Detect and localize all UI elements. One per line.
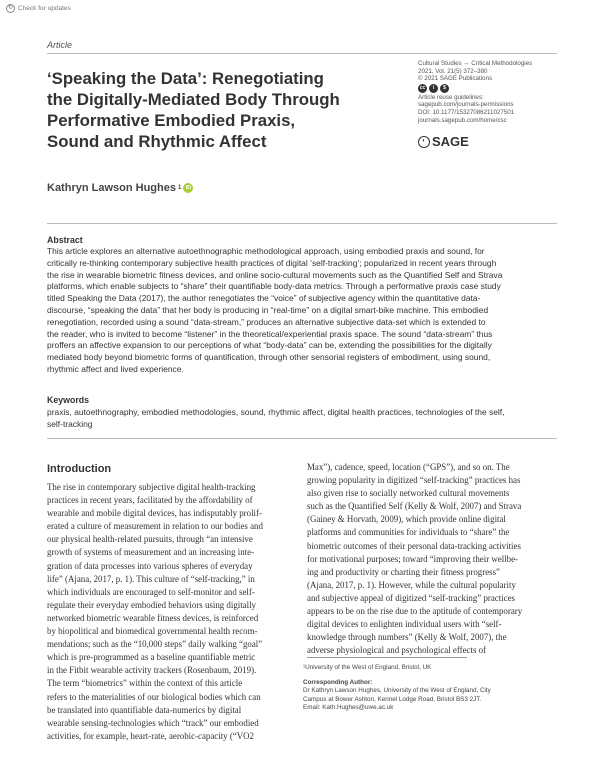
permissions-link[interactable]: sagepub.com/journals-permissions xyxy=(418,101,514,109)
publisher-logo xyxy=(418,134,469,149)
affiliation-mark: 1 xyxy=(177,185,182,191)
abstract-line: This article explores an alternative autoethnographic methodological approach, using embodied praxis and sound, for xyxy=(47,246,485,256)
abstract-line: proffers an affective expansion to our perceptions of what “body-data” can be, extending the possibilities for the digitally xyxy=(47,340,492,351)
abstract-line: discourse, “speaking the data” that her body is producing in “real-time” on a digital smart-bike machine. This embodied xyxy=(47,304,489,315)
body-line: mendations; such as the “10,000 steps” daily walking “goal” xyxy=(47,639,263,650)
creative-commons-icon xyxy=(418,84,449,93)
reuse-guidelines: Article reuse guidelines: xyxy=(418,93,484,101)
abstract-line: the reader, who is invited to become “listener” in the theoretical/experiential praxis space. The sound “data-stream” thus xyxy=(47,328,493,339)
abstract-line: titled Speaking the Data (2017), the author renegotiates the “voice” of subjective agency within the quantitative data- xyxy=(47,293,481,304)
body-line: such as the Quantified Self (Kelly & Wolf, 2007) and Strava xyxy=(307,501,522,512)
body-column-left xyxy=(47,481,297,743)
sage-circle-icon: ◐ xyxy=(418,136,430,148)
body-line: in the Fitbit wearable activity trackers (Rosenbaum, 2019). xyxy=(47,665,257,676)
footnote xyxy=(303,664,563,713)
corresponding-author-heading: Corresponding Author: xyxy=(303,678,373,686)
body-line: growth of systems of measurement and an increasing inte- xyxy=(47,547,255,558)
abstract-top-divider xyxy=(47,223,557,224)
abstract-line: renegotiation, recorded using a sound “data-stream,” produces an alternative subjective data-set which is extended to xyxy=(47,316,486,327)
body-line: adverse physiological and psychological effects of xyxy=(307,645,487,656)
body-line: networked biometric wearable fitness devices, is reinforced xyxy=(47,612,259,623)
body-line: (Ajana, 2017, p. 1). However, while the cultural popularity xyxy=(307,579,516,590)
abstract-heading: Abstract xyxy=(47,235,83,245)
abstract-body xyxy=(47,246,557,376)
abstract-line: rhythmic affect and lived experience. xyxy=(47,363,184,374)
keywords-body xyxy=(47,407,557,431)
check-for-updates-badge[interactable] xyxy=(6,4,71,13)
corresponding-author-email[interactable]: Email: Kath.Hughes@uwe.ac.uk xyxy=(303,704,394,712)
title-line: ‘Speaking the Data’: Renegotiating xyxy=(47,69,324,88)
body-line: The rise in contemporary subjective digital health-tracking xyxy=(47,482,256,492)
body-column-right xyxy=(307,461,557,657)
title-line: Sound and Rhythmic Affect xyxy=(47,132,267,151)
body-line: The term “biometrics” within the context of this article xyxy=(47,678,243,689)
body-line: which is pre-programmed as a baseline quantifiable metric xyxy=(47,652,256,663)
refresh-icon: ↻ xyxy=(7,5,14,11)
body-line: erated a culture of measurement in relation to our bodies and xyxy=(47,521,263,532)
abstract-bottom-divider xyxy=(47,438,557,439)
header-divider xyxy=(47,53,557,54)
body-line: platforms and communities for individuals to “share” the xyxy=(307,527,510,538)
body-line: appears to be on the rise due to the aptitude of contemporary xyxy=(307,606,523,617)
abstract-line: critically re-thinking contemporary subjective health practices of digital ‘self-tracking’; popularized in recent years through xyxy=(47,257,497,268)
body-line: our physical health-related pursuits, through “an intensive xyxy=(47,534,253,545)
keywords-line: praxis, autoethnography, embodied methodologies, sound, rhythmic affect, digital health practices, technologies of the self, xyxy=(47,407,505,417)
article-title xyxy=(47,68,387,152)
footnote-divider xyxy=(307,657,467,658)
introduction-heading: Introduction xyxy=(47,463,112,475)
title-line: the Digitally-Mediated Body Through xyxy=(47,90,340,109)
body-line: which individuals are encouraged to self-monitor and self- xyxy=(47,586,255,597)
journal-home-link[interactable]: journals.sagepub.com/home/csc xyxy=(418,116,507,124)
nc-icon: $ xyxy=(440,84,449,93)
body-line: be translated into quantifiable data-numerics by digital xyxy=(47,704,242,715)
body-line: refers to the materialities of our biological bodies which can xyxy=(47,691,261,702)
article-type-label: Article xyxy=(47,40,73,50)
cc-icon: cc xyxy=(419,84,426,91)
body-line: gration of data processes into various spheres of everyday xyxy=(47,560,253,571)
author-name[interactable]: Kathryn Lawson Hughes xyxy=(47,182,176,194)
body-line: Max”), cadence, speed, location (“GPS”), and so on. The xyxy=(307,462,510,472)
body-line: wearable sensing-technologies which “track” our embodied xyxy=(47,717,259,728)
body-line: and subjective appeal of digitized “self-tracking” practices xyxy=(307,592,515,603)
body-line: (Gainey & Horvath, 2009), which provide online digital xyxy=(307,514,506,525)
body-line: by biopolitical and biomedical governmental health recom- xyxy=(47,626,258,637)
by-icon: i xyxy=(429,84,438,93)
keywords-heading: Keywords xyxy=(47,395,90,405)
journal-volume: 2021, Vol. 21(5) 372–380 xyxy=(418,67,488,75)
title-line: Performative Embodied Praxis, xyxy=(47,111,296,130)
body-line: also given rise to socially networked cultural movements xyxy=(307,488,510,499)
doi-link[interactable]: DOI: 10.1177/15327086211027501 xyxy=(418,108,515,116)
body-line: biometric outcomes of their personal data-tracking activities xyxy=(307,540,521,551)
orcid-icon[interactable]: iD xyxy=(183,183,193,193)
journal-info xyxy=(418,60,568,124)
body-line: for motivational purposes; toward “improving their wellbe- xyxy=(307,553,518,564)
body-line: knowledge through numbers” (Kelly & Wolf, 2007), the xyxy=(307,632,507,643)
body-line: practices in recent years, facilitated by the affordability of xyxy=(47,495,253,506)
journal-copyright: © 2021 SAGE Publications xyxy=(418,75,493,83)
body-line: growing popularity in digitized “self-tracking” practices has xyxy=(307,475,521,486)
badge-label: Check for updates xyxy=(18,5,71,12)
abstract-line: mediated body beyond biometric forms of quantification, through other sensorial registers of embodiment, using sound, xyxy=(47,352,491,363)
body-line: digital devices to enlighten individual users with “self- xyxy=(307,619,502,630)
body-line: regulate their everyday embodied behaviors using digitally xyxy=(47,599,256,610)
abstract-line: the rise in wearable biometric fitness devices, and online socio-cultural movements such as the Quantified Self and Strava xyxy=(47,269,503,280)
author-line xyxy=(47,182,193,194)
affiliation-note: ¹University of the West of England, Bristol, UK xyxy=(303,664,432,671)
keywords-line: self-tracking xyxy=(47,418,93,429)
body-line: ing and productivity or charting their fitness progress” xyxy=(307,566,500,577)
abstract-line: platforms, which enable subjects to “share” their quantifiable body-data metrics. Through a performative praxis case study xyxy=(47,281,501,292)
journal-name: Cultural Studies ↔ Critical Methodologies xyxy=(418,60,533,67)
body-line: wearable and mobile digital devices, has indisputably prolif- xyxy=(47,508,262,519)
corresponding-author-line: Campus at Bower Ashton, Kennel Lodge Road, Bristol BS3 2JT. xyxy=(303,695,482,703)
body-line: life” (Ajana, 2017, p. 1). This culture of “self-tracking,” in xyxy=(47,573,255,584)
body-line: activities, for example, heart-rate, aerobic-capacity (“VO2 xyxy=(47,730,254,741)
publisher-name: SAGE xyxy=(432,134,469,149)
corresponding-author-line: Dr Kathryn Lawson Hughes, University of the West of England, City xyxy=(303,687,491,695)
